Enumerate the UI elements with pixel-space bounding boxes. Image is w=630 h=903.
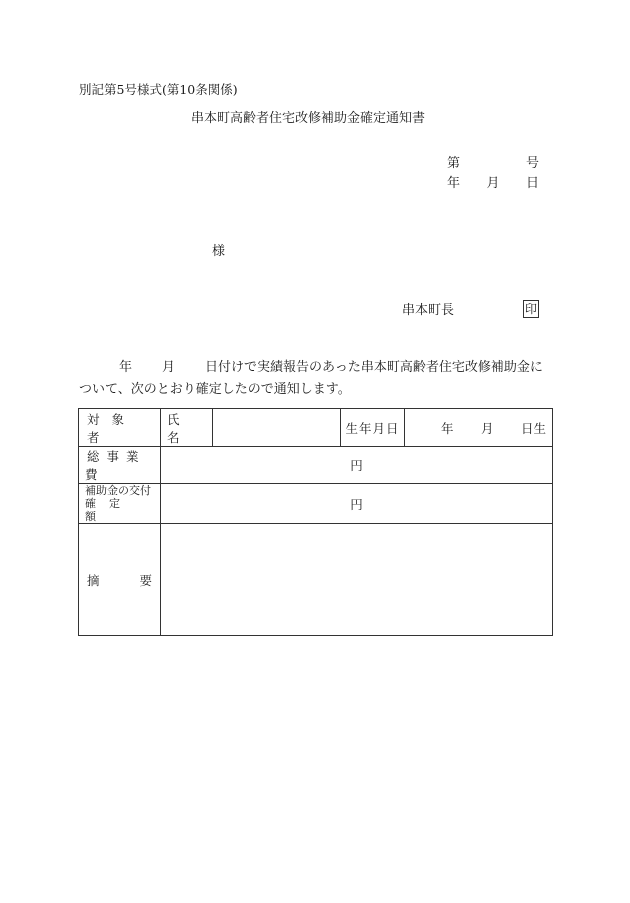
date-month: 月	[486, 176, 500, 191]
total-cost-row	[79, 447, 553, 484]
notice-body-line-2: ついて、次のとおり確定したので通知します。	[79, 382, 351, 397]
grant-value-cell[interactable]	[161, 484, 553, 524]
target-row	[79, 409, 553, 447]
body-month: 月	[162, 360, 176, 375]
body-year: 年	[119, 360, 133, 375]
grant-details-table	[78, 408, 553, 636]
target-label-cell	[79, 409, 161, 447]
birthdate-value-cell[interactable]	[405, 409, 553, 447]
summary-label-1: 摘	[87, 572, 100, 588]
grant-label-cell	[79, 484, 161, 524]
grant-label-line-2: 確定額	[85, 497, 133, 523]
birth-year: 年	[441, 420, 454, 436]
date-year: 年	[447, 176, 461, 191]
grant-unit: 円	[350, 496, 363, 512]
issuer-name: 串本町長	[402, 303, 455, 318]
notice-body	[79, 357, 553, 401]
addressee-honorific: 様	[212, 244, 226, 259]
birth-month: 月	[480, 420, 494, 436]
total-cost-unit: 円	[350, 458, 363, 473]
birth-day: 日生	[520, 420, 546, 436]
body-text-1: 日付けで実績報告のあった串本町高齢者住宅改修補助金に	[205, 360, 543, 375]
date-day: 日	[525, 176, 539, 191]
summary-value-cell[interactable]	[161, 524, 553, 636]
total-cost-label-cell	[79, 447, 161, 484]
total-cost-label: 総事業費	[85, 449, 146, 482]
total-cost-value-cell[interactable]	[161, 447, 553, 484]
document-number-line	[447, 157, 539, 170]
issue-date-line	[447, 177, 539, 190]
form-number: 別記第5号様式(第10条関係)	[79, 82, 238, 97]
grant-amount-row	[79, 484, 553, 524]
name-value-cell[interactable]	[213, 409, 341, 447]
notice-body-line-1	[79, 357, 553, 379]
document-title: 串本町高齢者住宅改修補助金確定通知書	[191, 111, 426, 126]
summary-label-cell	[79, 524, 161, 636]
number-suffix: 号	[525, 156, 539, 171]
seal-stamp: 印	[524, 302, 537, 316]
summary-row	[79, 524, 553, 636]
number-prefix: 第	[447, 156, 461, 171]
grant-label-line-1: 補助金の交付	[85, 484, 151, 497]
summary-label-2: 要	[139, 572, 152, 588]
name-label-cell	[161, 409, 213, 447]
birthdate-label-cell	[341, 409, 405, 447]
birthdate-label: 生年月日	[345, 420, 400, 436]
target-label: 対象者	[87, 411, 137, 445]
name-label: 氏名	[167, 411, 192, 445]
